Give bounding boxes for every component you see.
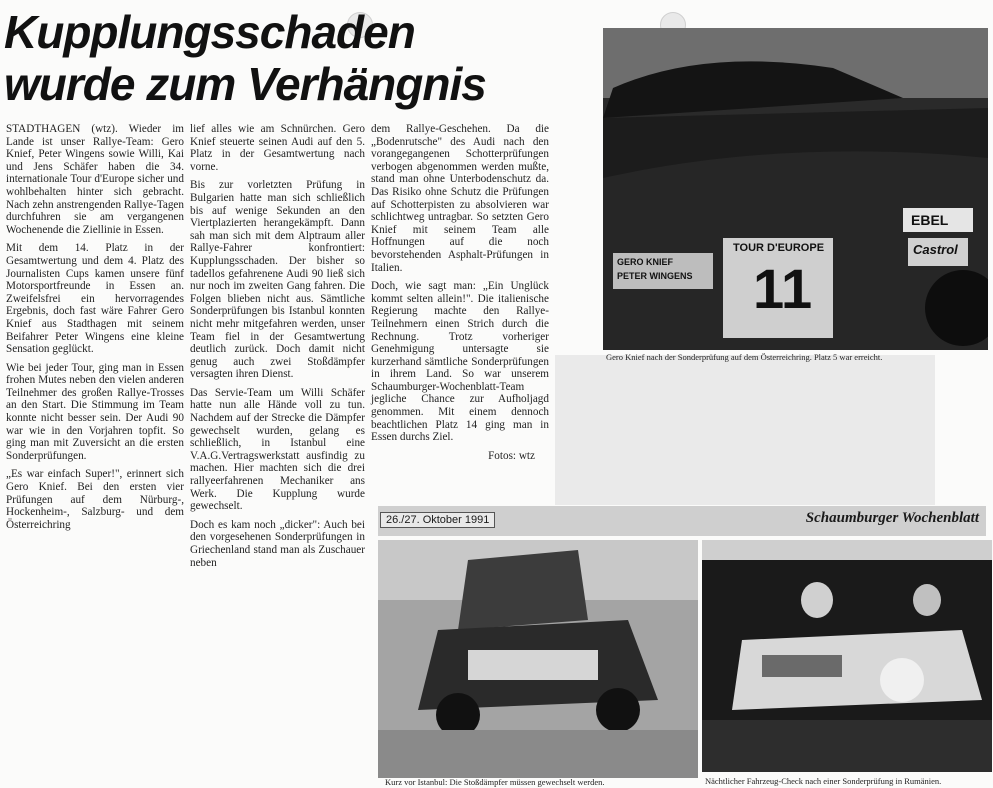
paragraph: dem Rallye-Geschehen. Da die „Bodenrutsche" des Audi nach den vorangegangenen Schotterprüfungen verbogen abgenommen werden mußte, stand man ohne Unterbodenschutz da. Das Risiko ohne Schutz die Prüfungen auf Schotterpisten zu absolvieren war schlichtweg untragbar. So setzten Gero Knief mit seinem Team alle Hoffnungen auf die noch bevorstehenden Asphalt-Prüfungen in Italien.	[371, 123, 549, 274]
car-text-codriver: PETER WINGENS	[617, 271, 693, 281]
paragraph: lief alles wie am Schnürchen. Gero Knief steuerte seinen Audi auf den 5. Platz in der Gesamtwertung nach vorne.	[190, 123, 365, 173]
paragraph: Wie bei jeder Tour, ging man in Essen frohen Mutes neben den vielen anderen Teilnehmer des großen Rallye-Trosses an den Start. Die Stimmung im Team konnte nicht besser sein. Der Audi 90 war wie in den Vorjahren topfit. So ging man mit Zuversicht an die ersten Sonderprüfungen.	[6, 361, 184, 462]
headline-line-1: Kupplungsschaden	[4, 6, 415, 58]
photo-night-check-image	[702, 540, 992, 772]
caption-bottom-right-photo: Nächtlicher Fahrzeug-Check nach einer Sonderprüfung in Rumänien.	[705, 776, 942, 786]
caption-top-photo: Gero Knief nach der Sonderprüfung auf dem Österreichring. Platz 5 war erreicht.	[606, 352, 883, 362]
caption-bottom-left-photo: Kurz vor Istanbul: Die Stoßdämpfer müssen gewechselt werden.	[385, 777, 605, 787]
photo-car-repair	[378, 540, 698, 778]
paragraph: Doch, wie sagt man: „Ein Unglück kommt selten allein!". Die italienische Regierung machte den Rallye-Teilnehmern einen Strich durch die Rechnung. Trotz vorheriger Genehmigung untersagte sie kurzerhand sämtliche Sonderprüfungen in ihrem Land. So war unserem Schaumburger-Wochenblatt-Team jegliche Chance zur Aufholjagd genommen. Mit einem dennoch beachtlichen Platz 14 ging man in Essen durchs Ziel.	[371, 280, 549, 444]
paragraph: „Es war einfach Super!", erinnert sich Gero Knief. Bei den ersten vier Prüfungen auf dem Nürburg-, Hockenheim-, Salzburg- und dem Österreichring	[6, 468, 184, 531]
paragraph: Doch es kam noch „dicker": Auch bei den vorgesehenen Sonderprüfungen in Griechenland stand man als Zuschauer neben	[190, 518, 365, 569]
car-text-tour: TOUR D'EUROPE	[733, 242, 825, 254]
car-text-ebel: EBEL	[911, 212, 949, 228]
reverse-side-bleed	[555, 355, 935, 505]
photo-night-check	[702, 540, 992, 772]
car-text-castrol: Castrol	[913, 242, 958, 257]
article-column-3	[371, 123, 549, 468]
article-column-2	[190, 123, 365, 575]
photo-rally-car-top	[603, 28, 988, 350]
car-text-driver: GERO KNIEF	[617, 257, 674, 267]
paragraph: STADTHAGEN (wtz). Wieder im Lande ist unser Rallye-Team: Gero Knief, Peter Wingens sowie Willi, Kai und Jens Schäfer haben die 34. internationale Tour d'Europe sicher und wohlbehalten hinter sich gebracht. Nach zehn anstrengenden Rallye-Tagen durchfuhren sie am vergangenen Wochenende die Ziellinie in Essen.	[6, 123, 184, 236]
paragraph: Das Servie-Team um Willi Schäfer hatte nun alle Hände voll zu tun. Nachdem auf der Strecke die Dämpfer gewechselt wurden, gelang es schließlich, in Istanbul eine V.A.G.Vertragswerkstatt ausfindig zu machen. Hier machten sich die drei rallyeerfahrenen Mechaniker ans Werk. Die Kupplung wurde gewechselt.	[190, 386, 365, 513]
article-column-1	[6, 123, 184, 537]
headline-line-2: wurde zum Verhängnis	[4, 58, 486, 110]
photo-car-repair-image	[378, 540, 698, 778]
paragraph: Mit dem 14. Platz in der Gesamtwertung und dem 4. Platz des Journalisten Cups kamen unsere fünf Motorsportfreunde in Essen an. Zweifelsfrei ein hervorragendes Ergebnis, doch fast wäre Fahrer Gero Knief aus Stadthagen mit seinem Beifahrer Peter Wingens eine kleine Sensation geglückt.	[6, 242, 184, 356]
paragraph: Bis zur vorletzten Prüfung in Bulgarien hatte man sich schließlich bis auf wenige Sekunden an den Viertplazierten herangekämpft. Dann sah man sich mit dem Alptraum aller Rallye-Fahrer konfrontiert: Kupplungsschaden. Der bisher so tadellos gefahrenene Audi 90 ließ sich nur noch im zweiten Gang fahren. Die Folgen blieben nicht aus. Sämtliche Sonderprüfungen bis Istanbul konnten nicht mehr mitgefahren werden, unser Team fiel in der Gesamtwertung deutlich zurück. Doch damit nicht genug auch zwei Stoßdämpfer versagten ihren Dienst.	[190, 179, 365, 381]
start-number: 11	[753, 257, 813, 320]
photo-credit: Fotos: wtz	[488, 449, 535, 462]
newspaper-name: Schaumburger Wochenblatt	[805, 510, 979, 526]
issue-date: 26./27. Oktober 1991	[380, 512, 495, 528]
article-headline	[4, 6, 564, 110]
